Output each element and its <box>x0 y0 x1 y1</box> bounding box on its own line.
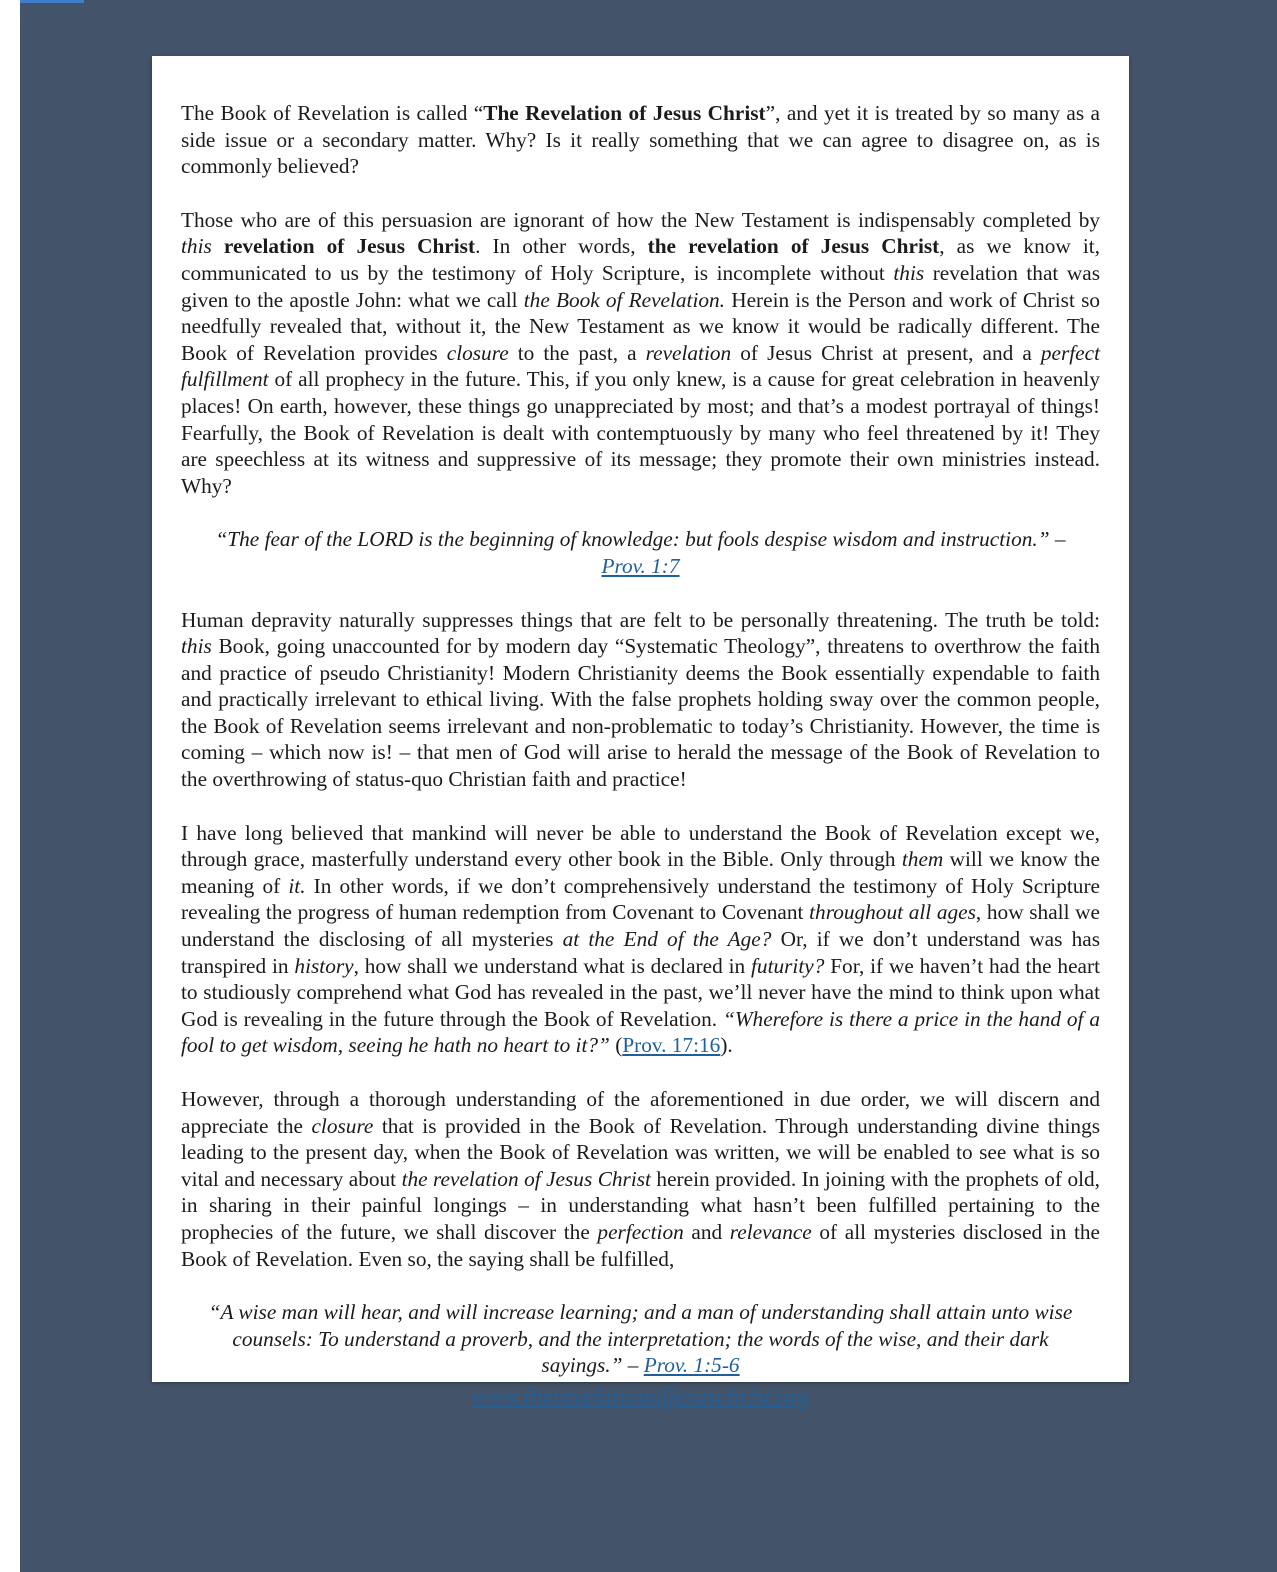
text-span: of all prophecy in the future. This, if you only knew, is a cause for great celebration in heavenly places! On earth, however, these things go unappreciated by most; and that’s a modest portrayal of things! Fearfully, the Book of Revelation is dealt with contemptuously by many who feel threatened by it! They are speechless at its witness and suppressive of its message; they promote their own ministries instead. Why? <box>181 367 1100 498</box>
paragraph-2 <box>181 207 1100 500</box>
text-span: herein provided. In joining with the prophets of old, in sharing in their painful longings – in understanding what hasn’t been fulfilled pertaining to the prophecies of the future, we shall discover the <box>181 1166 1100 1244</box>
text-span: , as we know it, communicated to us by the testimony of Holy Scripture, is incomplete without <box>181 234 1100 285</box>
text-span: Those who are of this persuasion are ignorant of how the New Testament is indispensably completed by <box>181 207 1100 232</box>
paragraph-4 <box>181 820 1100 1059</box>
italic-span: closure <box>446 340 509 365</box>
italic-span: history <box>294 953 354 978</box>
text-span: Human depravity naturally suppresses things that are felt to be personally threatening. The truth be told: <box>181 607 1100 632</box>
italic-span: them <box>901 847 944 872</box>
text-span: The Book of Revelation is called “ <box>181 101 484 125</box>
italic-span: throughout all ages <box>809 900 976 925</box>
text-span: However, through a thorough understanding of the aforementioned in due order, we will discern and appreciate the <box>181 1087 1100 1138</box>
italic-span: this <box>181 234 212 259</box>
text-span: will we know the meaning of <box>181 847 1100 898</box>
text-span: In other words, if we don’t comprehensively understand the testimony of Holy Scripture revealing the progress of human redemption from Covenant to Covenant <box>181 873 1100 925</box>
bold-span: revelation of Jesus Christ <box>223 234 476 259</box>
document-page <box>152 56 1129 1410</box>
bold-span: The Revelation of Jesus Christ <box>483 101 766 125</box>
text-span: ”, and yet it is treated by so many as a side issue or a secondary matter. Why? Is it really something that we can agree to disagree on, as is commonly believed? <box>181 101 1100 179</box>
text-span: , how shall we understand the disclosing of all mysteries <box>181 900 1101 952</box>
quote-text: “The fear of the LORD is the beginning of knowledge: but fools despise wisdom and instruction.” – <box>215 527 1066 552</box>
text-span: revelation that was given to the apostle John: what we call <box>181 260 1100 312</box>
italic-span: at the End of the Age? <box>562 927 772 952</box>
scripture-quote-2 <box>181 1299 1100 1379</box>
text-span: Herein is the Person and work of Christ so needfully revealed that, without it, the New Testament as we know it would be radically different. The Book of Revelation provides <box>181 287 1100 365</box>
italic-span: perfect fulfillment <box>181 340 1101 392</box>
text-span: ( <box>609 1033 623 1058</box>
text-span: of Jesus Christ at present, and a <box>731 340 1041 365</box>
italic-span: “Wherefore is there a price in the hand of a fool to get wisdom, seeing he hath no heart to it?” <box>181 1006 1101 1058</box>
italic-span: closure <box>311 1113 374 1138</box>
paragraph-1 <box>181 100 1100 180</box>
text-span: Or, if we don’t understand was has transpired in <box>181 927 1101 978</box>
bold-span: the revelation of Jesus Christ <box>647 234 940 259</box>
text-span: , how shall we understand what is declared in <box>353 953 751 978</box>
text-span: and <box>683 1219 730 1244</box>
text-span: to the past, a <box>508 340 646 365</box>
text-span: Book, going unaccounted for by modern day “Systematic Theology”, threatens to overthrow the faith and practice of pseudo Christianity! Modern Christianity deems the Book essentially expendable to faith and practically irrelevant to ethical living. With the false prophets holding sway over the common people, the Book of Revelation seems irrelevant and non-problematic to today’s Christianity. However, the time is coming – which now is! – that men of God will arise to herald the message of the Book of Revelation to the overthrowing of status-quo Christian faith and practice! <box>181 634 1100 792</box>
italic-span: relevance <box>729 1219 812 1244</box>
text-span: . In other words, <box>475 234 648 259</box>
text-span: of all mysteries disclosed in the Book of Revelation. Even so, the saying shall be fulfilled, <box>181 1219 1101 1271</box>
quote-text: “A wise man will hear, and will increase learning; and a man of understanding shall attain unto wise counsels: To understand a proverb, and the interpretation; the words of the wise, and their dark sayings.” – <box>208 1300 1073 1378</box>
italic-span: this <box>893 260 925 285</box>
scripture-quote-1 <box>181 526 1100 579</box>
italic-span: it. <box>288 873 306 898</box>
italic-span: this <box>181 634 212 659</box>
italic-span: the Book of Revelation. <box>523 287 726 312</box>
scripture-reference-link[interactable]: Prov. 1:5-6 <box>643 1353 740 1378</box>
text-span: ). <box>720 1033 733 1058</box>
italic-span: revelation <box>645 340 732 365</box>
text-span: I have long believed that mankind will never be able to understand the Book of Revelation except we, through grace, masterfully understand every other book in the Bible. Only through <box>181 820 1100 872</box>
paragraph-3 <box>181 607 1100 793</box>
italic-span: futurity? <box>751 953 825 978</box>
italic-span: the revelation of Jesus Christ <box>401 1166 651 1191</box>
paragraph-5 <box>181 1086 1100 1272</box>
scripture-reference-link[interactable]: Prov. 1:7 <box>601 553 680 578</box>
scripture-reference-link[interactable]: Prov. 17:16 <box>622 1033 721 1058</box>
website-link[interactable]: www.therevelationofjesuschrist.org <box>471 1383 810 1410</box>
active-tab-marker <box>20 0 84 3</box>
italic-span: perfection <box>597 1219 684 1244</box>
text-span: that is provided in the Book of Revelation. Through understanding divine things leading to the present day, when the Book of Revelation was written, we will be enabled to see what is so vital and necessary about <box>181 1113 1100 1191</box>
text-span: For, if we haven’t had the heart to studiously comprehend what God has revealed in the past, we’ll never have the mind to think upon what God is revealing in the future through the Book of Revelation. <box>181 953 1100 1031</box>
